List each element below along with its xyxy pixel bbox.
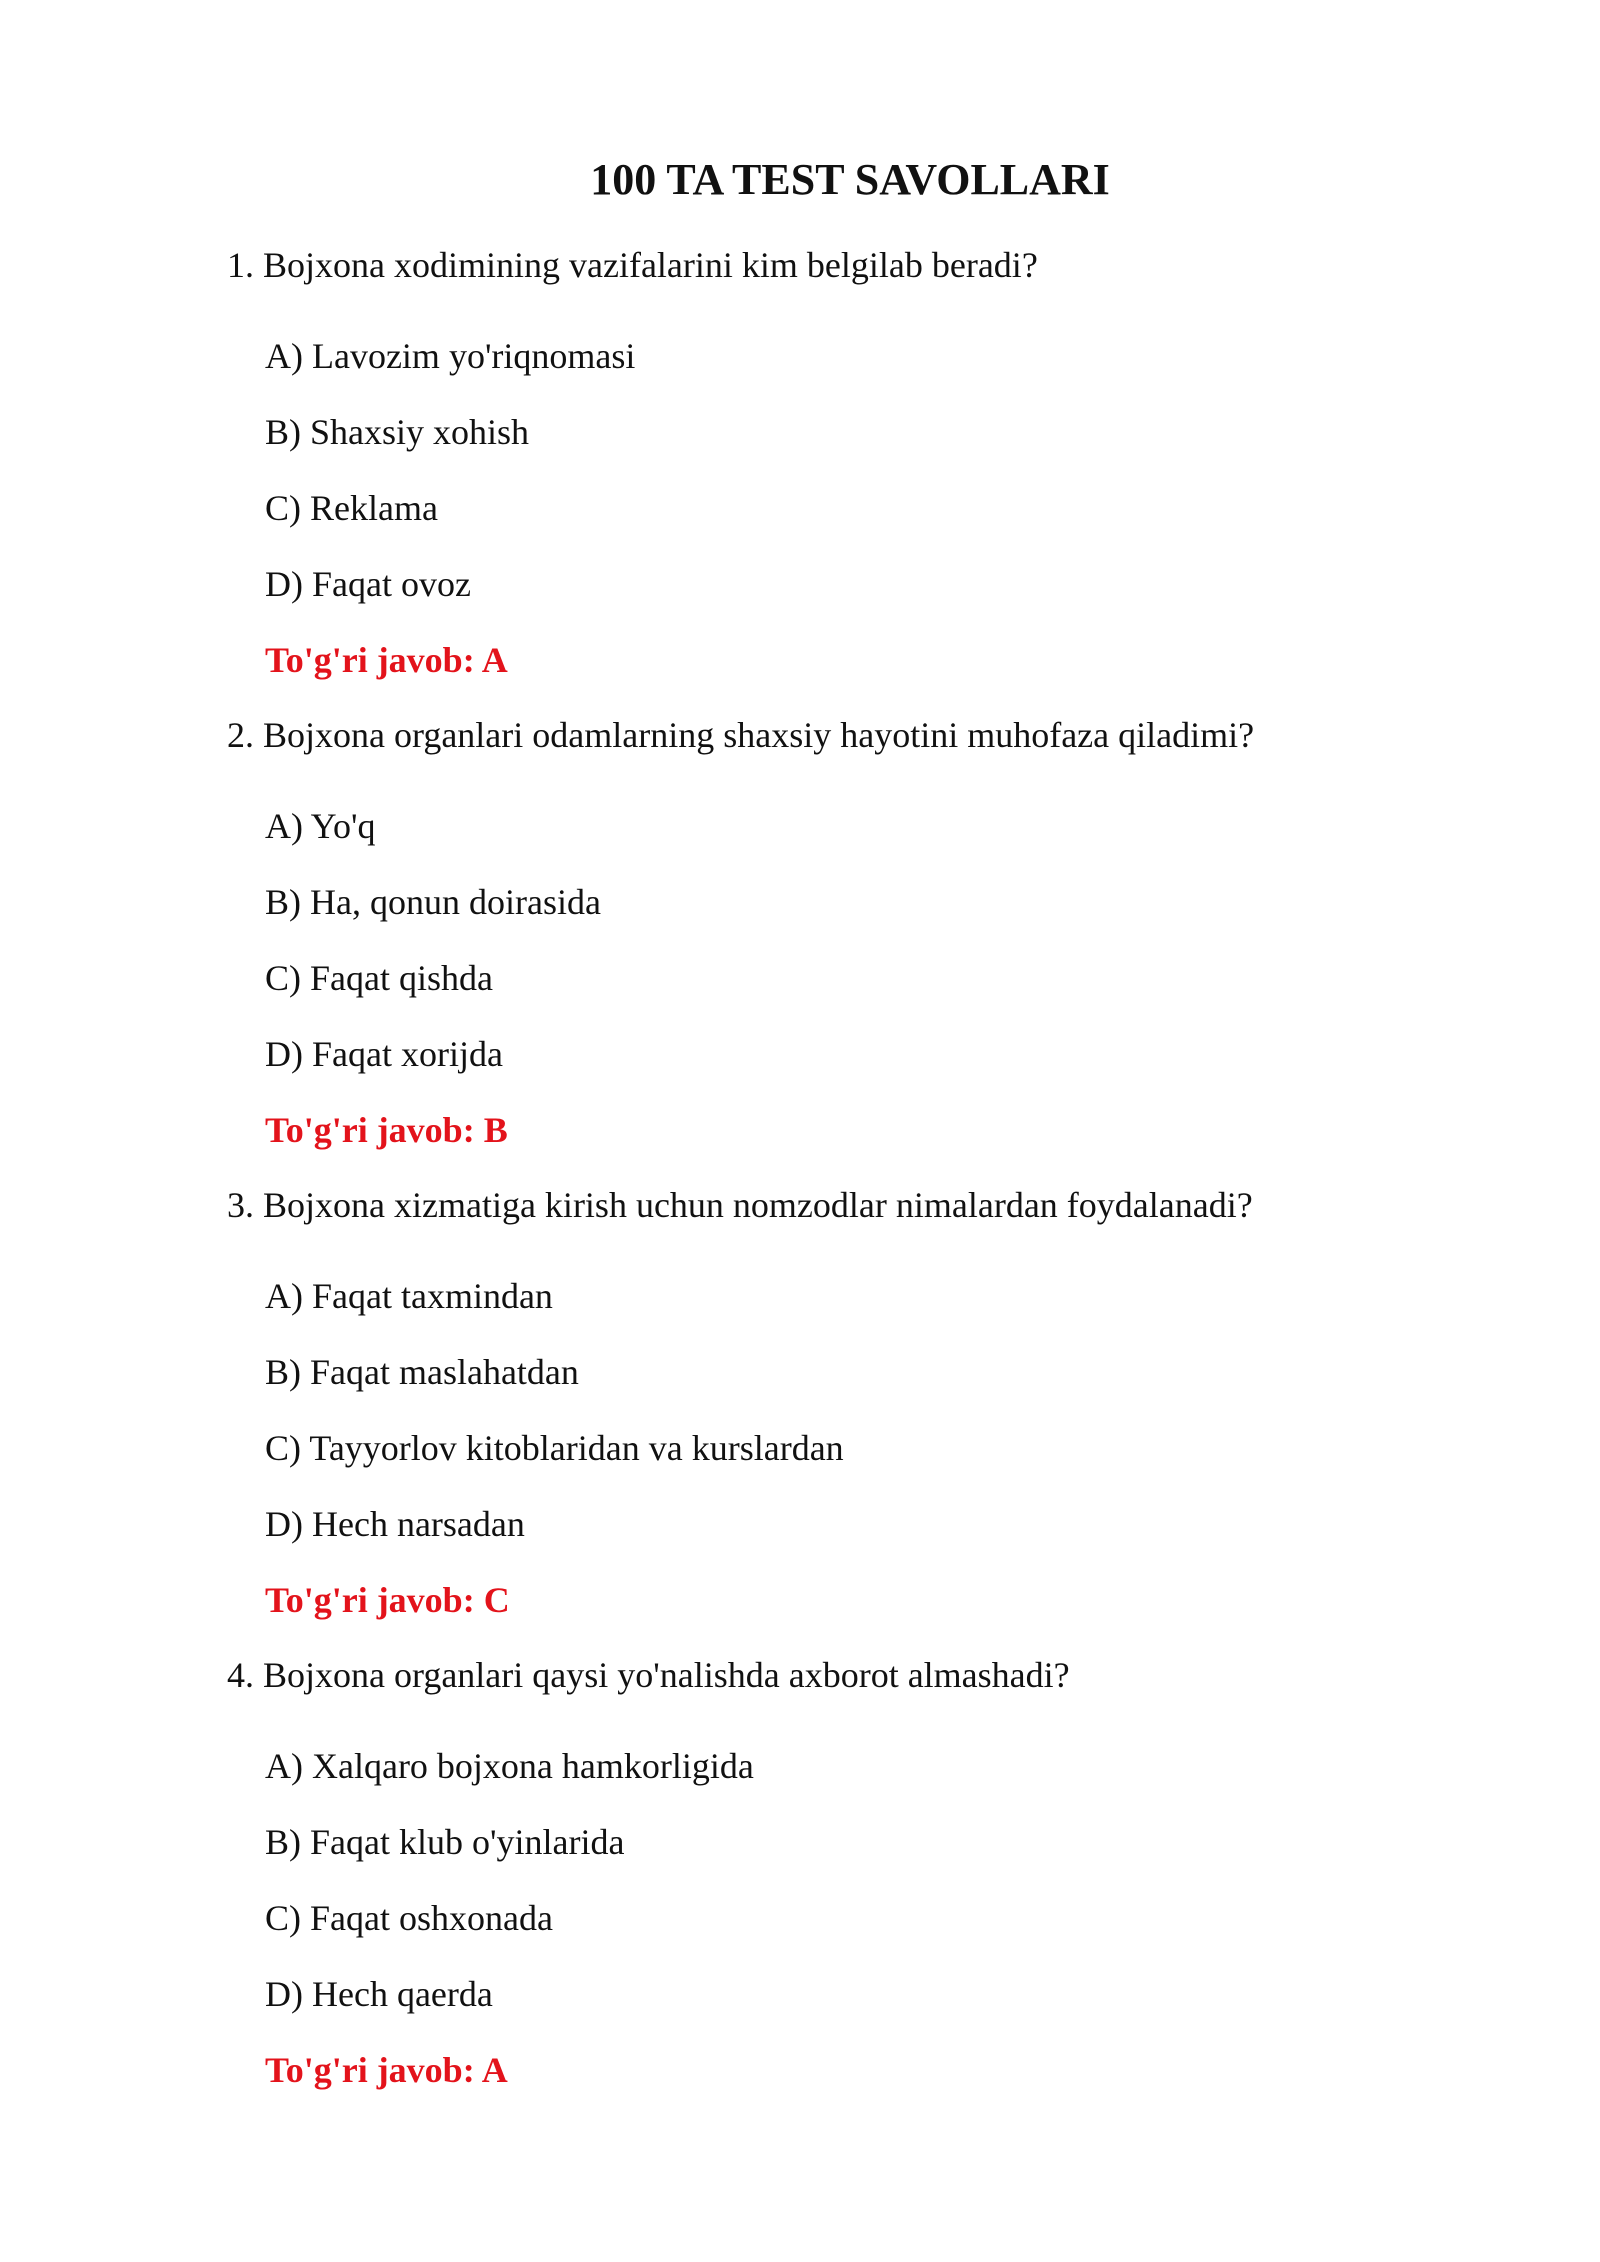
question-text: 2. Bojxona organlari odamlarning shaxsiy hayotini muhofaza qiladimi? [227, 715, 1255, 755]
correct-answer: To'g'ri javob: B [265, 1110, 508, 1150]
option-b: B) Faqat klub o'yinlarida [265, 1822, 625, 1862]
option-a: A) Lavozim yo'riqnomasi [265, 336, 636, 376]
option-d: D) Faqat xorijda [265, 1034, 503, 1074]
option-b: B) Ha, qonun doirasida [265, 882, 601, 922]
option-d: D) Faqat ovoz [265, 564, 471, 604]
correct-answer: To'g'ri javob: C [265, 1580, 510, 1620]
option-a: A) Yo'q [265, 806, 376, 846]
option-b: B) Faqat maslahatdan [265, 1352, 579, 1392]
option-d: D) Hech qaerda [265, 1974, 493, 2014]
page-title: 100 TA TEST SAVOLLARI [590, 155, 1110, 204]
question-text: 1. Bojxona xodimining vazifalarini kim belgilab beradi? [227, 245, 1038, 285]
question-text: 3. Bojxona xizmatiga kirish uchun nomzodlar nimalardan foydalanadi? [227, 1185, 1253, 1225]
option-c: C) Faqat oshxonada [265, 1898, 553, 1938]
correct-answer: To'g'ri javob: A [265, 640, 508, 680]
option-a: A) Faqat taxmindan [265, 1276, 553, 1316]
option-c: C) Faqat qishda [265, 958, 493, 998]
option-c: C) Reklama [265, 488, 438, 528]
option-c: C) Tayyorlov kitoblaridan va kurslardan [265, 1428, 844, 1468]
option-b: B) Shaxsiy xohish [265, 412, 530, 452]
option-d: D) Hech narsadan [265, 1504, 525, 1544]
question-text: 4. Bojxona organlari qaysi yo'nalishda axborot almashadi? [227, 1655, 1070, 1695]
correct-answer: To'g'ri javob: A [265, 2050, 508, 2090]
option-a: A) Xalqaro bojxona hamkorligida [265, 1746, 754, 1786]
